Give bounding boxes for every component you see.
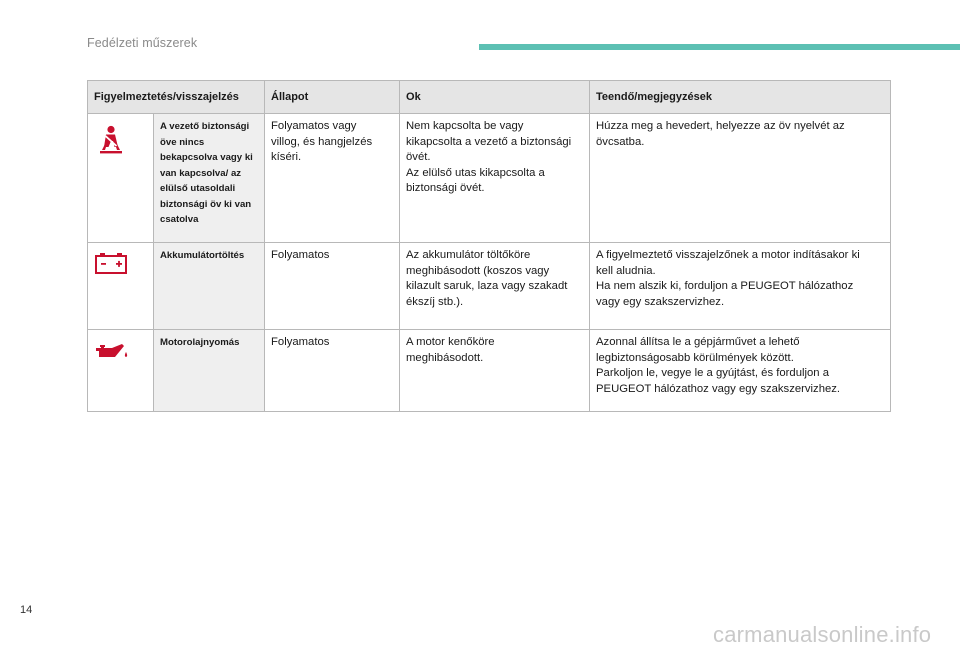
icon-cell <box>88 330 154 412</box>
page-number: 14 <box>20 604 33 616</box>
table-header-row <box>88 81 891 114</box>
cause-cell: Nem kapcsolta be vagy kikapcsolta a vezető a biztonsági övét. Az elülső utas kikapcsolta a biztonsági övét. <box>400 114 590 243</box>
warning-lamp-table <box>87 80 891 412</box>
action-cell: A figyelmeztető visszajelzőnek a motor indításakor ki kell aludnia. Ha nem alszik ki, forduljon a PEUGEOT hálózathoz vagy egy szakszervizhez. <box>590 243 891 330</box>
action-cell: Azonnal állítsa le a gépjárművet a lehető legbiztonságosabb körülmények között. Parkoljon le, vegye le a gyújtást, és forduljon a PEUGEOT hálózathoz vagy egy szakszervizhez. <box>590 330 891 412</box>
table-row <box>88 330 891 412</box>
column-header-cause: Ok <box>400 81 590 114</box>
battery-icon <box>88 251 134 291</box>
section-title: Fedélzeti műszerek <box>87 36 198 50</box>
state-cell: Folyamatos <box>265 243 400 330</box>
table-row <box>88 114 891 243</box>
action-cell: Húzza meg a hevedert, helyezze az öv nyelvét az övcsatba. <box>590 114 891 243</box>
table-row <box>88 243 891 330</box>
icon-cell <box>88 243 154 330</box>
warning-name: A vezető biztonsági öve nincs bekapcsolva vagy ki van kapcsolva/ az elülső utasoldali biztonsági öv ki van csatolva <box>154 114 265 243</box>
cause-cell: Az akkumulátor töltőköre meghibásodott (koszos vagy kilazult saruk, laza vagy szakadt ékszíj stb.). <box>400 243 590 330</box>
watermark: carmanualsonline.info <box>713 622 932 647</box>
column-header-warning: Figyelmeztetés/visszajelzés <box>88 81 265 114</box>
state-cell: Folyamatos <box>265 330 400 412</box>
header-accent-bar <box>479 44 960 50</box>
icon-cell <box>88 114 154 243</box>
column-header-action: Teendő/megjegyzések <box>590 81 891 114</box>
cause-cell: A motor kenőköre meghibásodott. <box>400 330 590 412</box>
warning-name: Motorolajnyomás <box>154 330 265 412</box>
oil-can-icon <box>88 340 134 380</box>
column-header-state: Állapot <box>265 81 400 114</box>
seatbelt-icon <box>88 124 134 164</box>
state-cell: Folyamatos vagy villog, és hangjelzés kíséri. <box>265 114 400 243</box>
warning-name: Akkumulátortöltés <box>154 243 265 330</box>
